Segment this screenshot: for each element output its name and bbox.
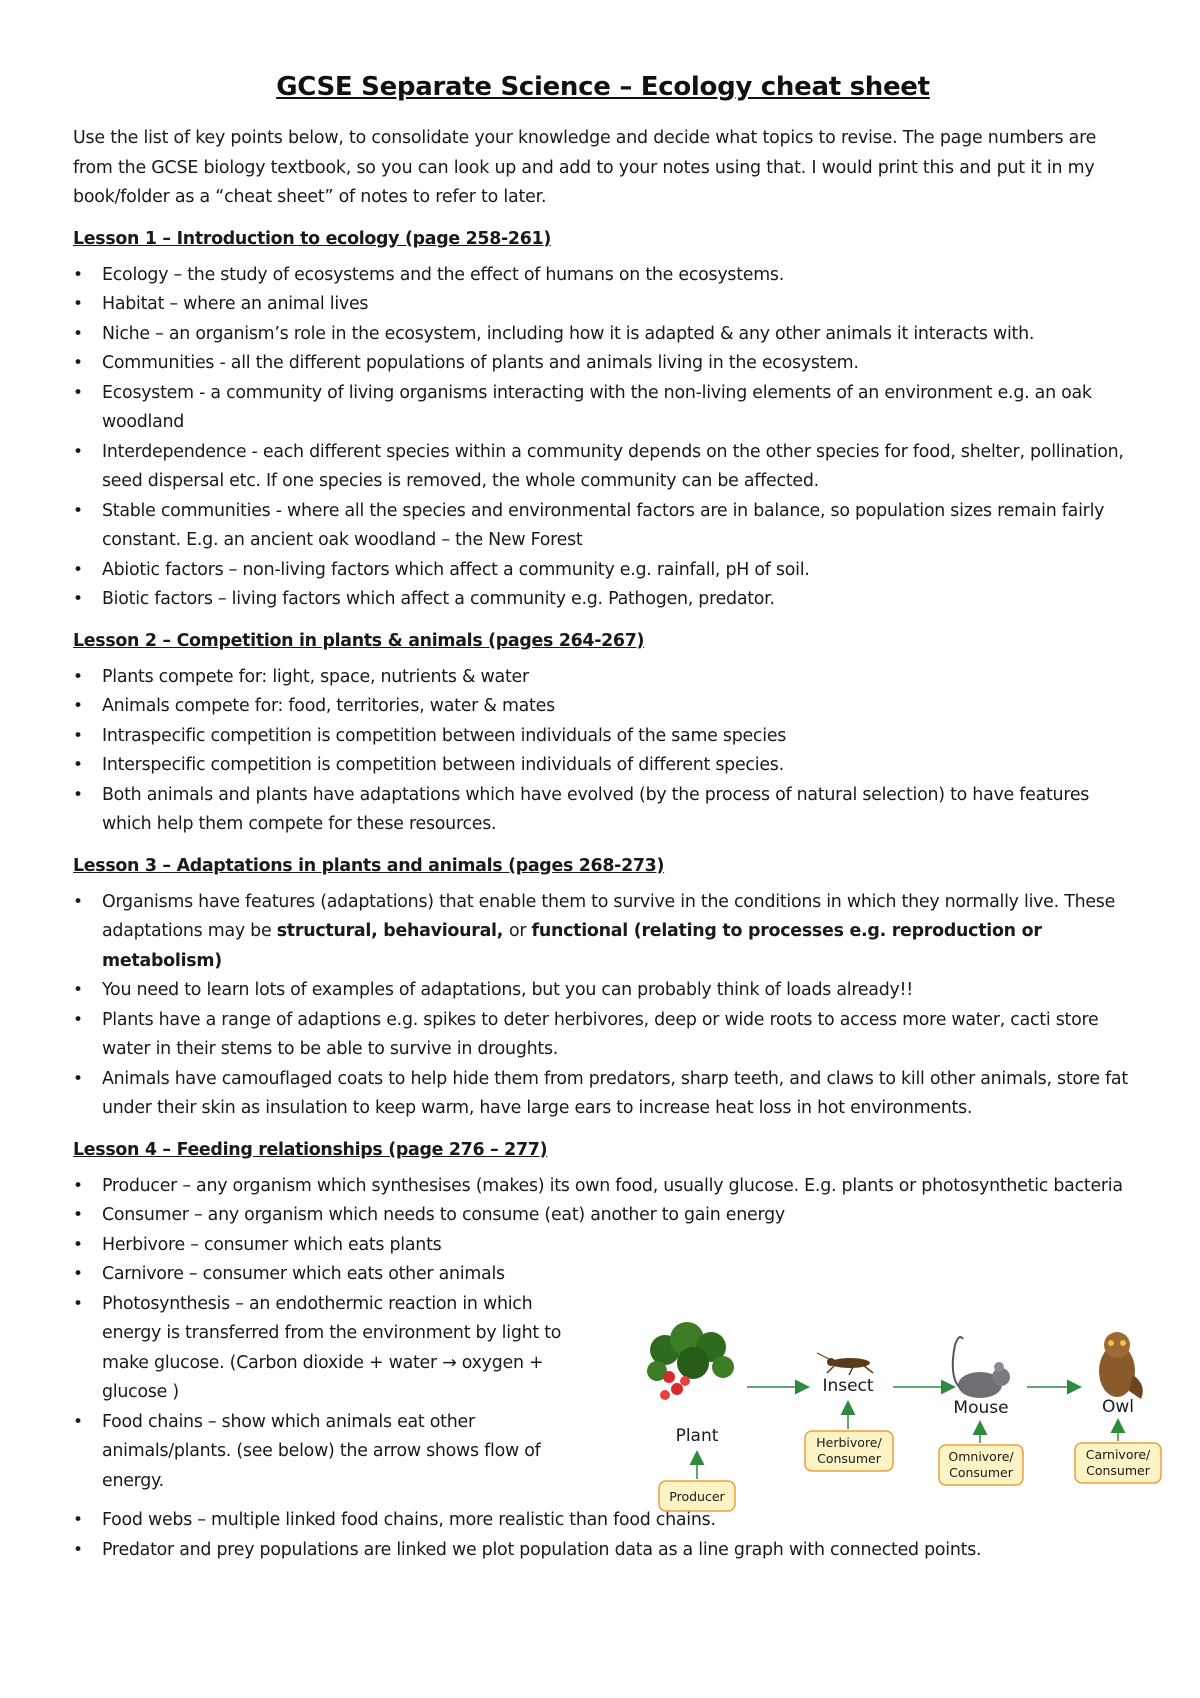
role-label-owl-2: Consumer [1086,1462,1150,1478]
list-item: • Food webs – multiple linked food chains, more realistic than food chains. [73,1506,1133,1536]
lesson-4-list [73,1172,1133,1290]
list-item: • Animals have camouflaged coats to help hide them from predators, sharp teeth, and claws to kill other animals, store fat under their skin as insulation to keep warm, have large ears to increase heat loss in hot environments. [73,1065,1133,1124]
role-label-mouse-2: Consumer [949,1464,1013,1480]
list-item: • Producer – any organism which synthesises (makes) its own food, usually glucose. E.g. plants or photosynthetic bacteria [73,1172,1133,1202]
list-item: • Habitat – where an animal lives [73,290,1133,320]
lesson-2-heading: Lesson 2 – Competition in plants & animals (pages 264-267) [73,630,645,651]
organism-name-mouse: Mouse [953,1397,1009,1418]
organism-name-plant: Plant [675,1425,719,1446]
list-item: • Intraspecific competition is competition between individuals of the same species [73,722,1133,752]
organism-name-owl: Owl [1101,1396,1135,1417]
list-item-text: or [508,921,532,941]
insect-illustration [817,1353,873,1375]
page-title: GCSE Separate Science – Ecology cheat sheet [276,72,930,102]
plant-illustration [647,1322,734,1400]
list-item: • Consumer – any organism which needs to consume (eat) another to gain energy [73,1201,1133,1231]
role-label-insect-2: Consumer [817,1450,881,1466]
lesson-3-list [73,888,1133,1124]
list-item: • Interdependence - each different species within a community depends on the other species for food, shelter, pollination, seed dispersal etc. If one species is removed, the whole community can be affected. [73,438,1133,497]
bold-term: functional (relating to processes e.g. reproduction or metabolism) [102,921,1042,971]
list-item-adaptation-types [73,888,1133,977]
list-item: • Animals compete for: food, territories, water & mates [73,692,1133,722]
list-item: • Communities - all the different populations of plants and animals living in the ecosystem. [73,349,1133,379]
list-item: • Niche – an organism’s role in the ecosystem, including how it is adapted & any other animals it interacts with. [73,320,1133,350]
list-item: • Ecology – the study of ecosystems and the effect of humans on the ecosystems. [73,261,1133,291]
food-chain-diagram [635,1315,1175,1525]
lesson-1-heading: Lesson 1 – Introduction to ecology (page 258-261) [73,228,551,249]
list-item-text: Organisms have features (adaptations) that enable them to survive in the conditions in which they normally live. These adaptations may be [102,891,1116,941]
organism-name-insect: Insect [822,1375,874,1396]
lesson-4-section [73,1172,1151,1566]
document-page [73,72,1151,1581]
list-item: • Food chains – show which animals eat other animals/plants. (see below) the arrow shows flow of energy. [73,1408,572,1497]
owl-illustration [1099,1332,1143,1399]
bold-term: structural, behavioural, [276,921,509,941]
role-label-plant: Producer [669,1488,725,1504]
role-label-owl-1: Carnivore/ [1085,1446,1151,1462]
list-item: • Both animals and plants have adaptations which have evolved (by the process of natural selection) to have features which help them compete for these resources. [73,781,1133,840]
list-item: • Stable communities - where all the species and environmental factors are in balance, so population sizes remain fairly constant. E.g. an ancient oak woodland – the New Forest [73,497,1133,556]
list-item: • Herbivore – consumer which eats plants [73,1231,1133,1261]
list-item: • You need to learn lots of examples of adaptations, but you can probably think of loads already!! [73,976,1133,1006]
lesson-3-heading: Lesson 3 – Adaptations in plants and animals (pages 268-273) [73,855,665,876]
list-item: • Photosynthesis – an endothermic reaction in which energy is transferred from the environment by light to make glucose. (Carbon dioxide + water → oxygen + glucose ) [73,1290,572,1408]
list-item: • Carnivore – consumer which eats other animals [73,1260,1133,1290]
food-chain-svg [635,1315,1175,1525]
list-item: • Biotic factors – living factors which affect a community e.g. Pathogen, predator. [73,585,1133,615]
list-item: • Interspecific competition is competition between individuals of different species. [73,751,1133,781]
lesson-4-heading: Lesson 4 – Feeding relationships (page 276 – 277) [73,1139,548,1160]
lesson-2-list [73,663,1133,840]
intro-paragraph: Use the list of key points below, to consolidate your knowledge and decide what topics to revise. The page numbers are from the GCSE biology textbook, so you can look up and add to your notes using that. I would print this and put it in my book/folder as a “cheat sheet” of notes to refer to later. [73,128,1097,207]
mouse-illustration [953,1337,1010,1398]
list-item: • Plants have a range of adaptions e.g. spikes to deter herbivores, deep or wide roots to access more water, cacti store water in their stems to be able to survive in droughts. [73,1006,1133,1065]
list-item: • Ecosystem - a community of living organisms interacting with the non-living elements of an environment e.g. an oak woodland [73,379,1133,438]
list-item: • Plants compete for: light, space, nutrients & water [73,663,1133,693]
role-label-mouse-1: Omnivore/ [948,1448,1014,1464]
list-item: • Predator and prey populations are linked we plot population data as a line graph with connected points. [73,1536,1133,1566]
lesson-1-list [73,261,1133,615]
list-item: • Abiotic factors – non-living factors which affect a community e.g. rainfall, pH of soil. [73,556,1133,586]
role-label-insect-1: Herbivore/ [816,1434,882,1450]
